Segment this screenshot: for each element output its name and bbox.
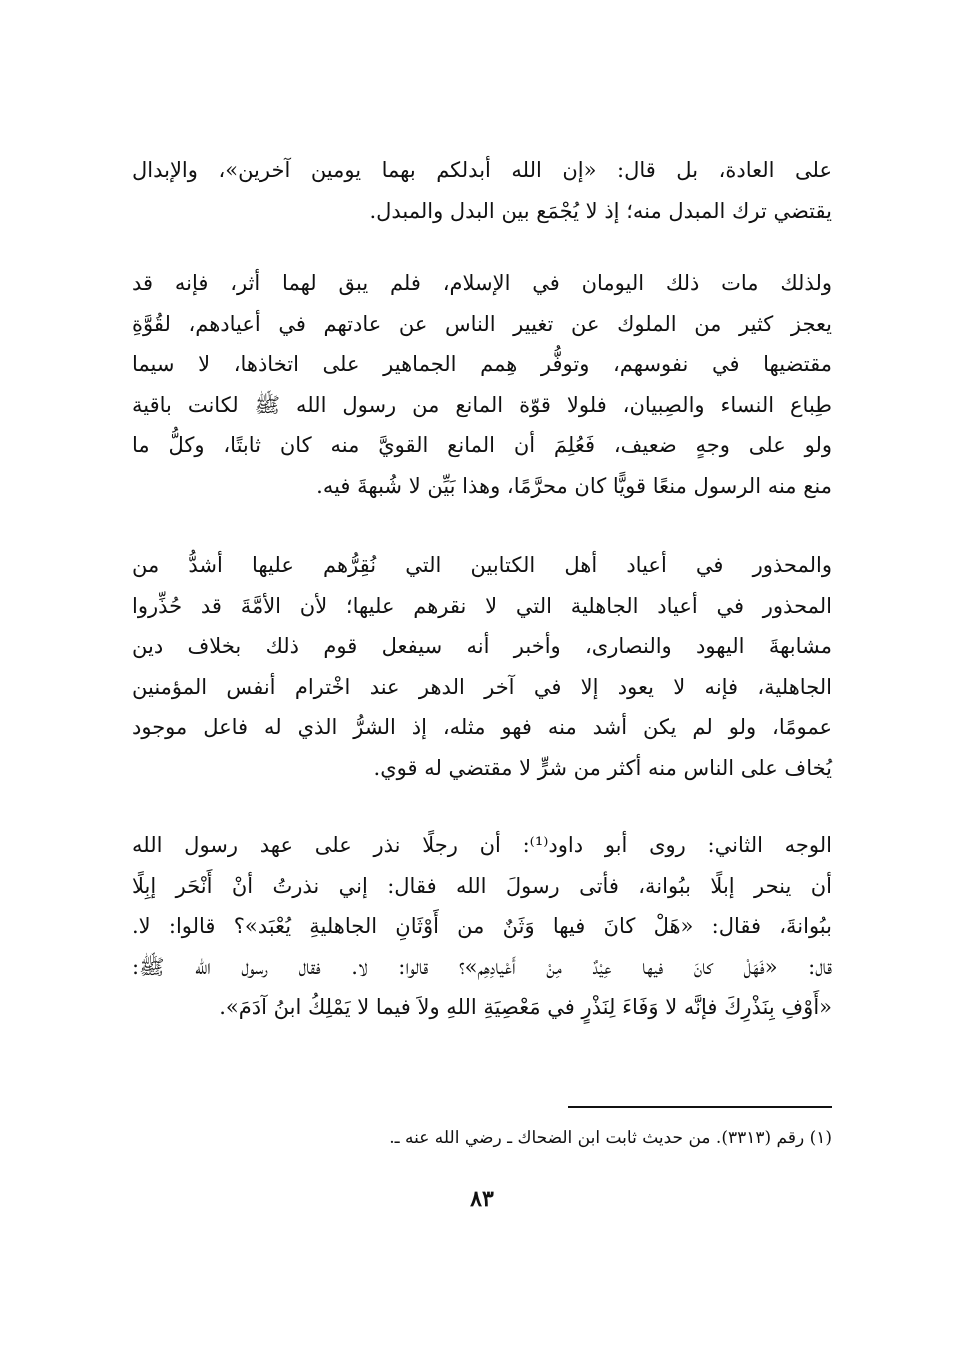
text-line: الجاهلية، فإنه لا يعود إلا في آخر الدهر عند اخْترام أنفس المؤمنين [132,674,832,699]
text-line: على العادة، بل قال: «إن الله أبدلكم بهما يومين آخرين»، والإبدال [132,158,832,182]
text-line: مشابهةَ اليهود والنصارى، وأخبر أنه سيفعل قوم ذلك بخلاف دين [132,634,832,658]
text-line: منع منه الرسول منعًا قويًّا كان محرَّمًا، وهذا بَيِّن لا شُبهةَ فيه. [316,473,832,498]
page-number: ٨٣ [470,1186,494,1212]
footnote: (١) رقم (٣٣١٣). من حديث ثابت ابن الضحاك ـ رضي الله عنه ـ. [389,1128,832,1148]
text-line: عمومًا، ولو لم يكن أشد منه فهو مثله، إذ الشرُّ الذي له فاعل موجود [132,715,832,739]
footnote-separator [568,1106,832,1108]
text-line: يقتضي ترك المبدل منه؛ إذ لا يُجْمَع بين البدل والمبدل. [369,198,832,223]
text-line: ولو على وجهٍ ضعيف، فَعُلِمَ أن المانع القويَّ منه كان ثابتًا، وكلُّ ما [132,433,832,457]
text-line: يُخاف على الناس منه أكثر من شرٍّ لا مقتضي له قوي. [373,755,832,780]
text-line: يعجز كثير من الملوك عن تغيير الناس عن عادتهم في أعيادهم، لقُوَّةِ [132,311,832,336]
paragraph-2 [132,263,832,506]
text-line: قال: «فَهَلْ كانَ فيها عِيْدٌ مِنْ أَعْيادِهِم»؟ قالوا: لا. فقال رسول الله ﷺ: [132,954,832,979]
text-line: مقتضيها في نفوسهم، وتوفُّر هِمم الجماهير على اتخاذها، لا سيما [132,352,832,376]
text-line: أن ينحر إبلًا ببُوانة، فأتى رسولَ الله فقال: إني نذرتُ أنْ أَنْحَر إبِلًا [132,873,832,898]
paragraph-3 [132,545,832,788]
paragraph-1 [132,150,832,231]
text-line: الوجه الثاني: روى أبو داود⁽¹⁾: أن رجلًا نذر على عهد رسول الله [132,833,832,857]
text-line: والمحذور في أعياد أهل الكتابين التي نُقِرُّهم عليها أشدُّ من [132,553,832,577]
text-line: المحذور في أعياد الجاهلية التي لا نقرهم عليها؛ لأن الأمَّةَ قد حُذِّروا [132,593,832,618]
text-line: «أَوْفِ بِنَذْرِكَ فإنَّه لا وَفَاءَ لِنَذْرٍ في مَعْصِيَةِ اللهِ ولاَ فيما لا يَمْلِكُ ابنُ آدَمَ». [219,995,832,1019]
text-line: ببُوانةَ، فقال: «هَلْ كانَ فيها وَثَنٌ من أَوْثَانِ الجاهليةِ يُعْبَد»؟ قالوا: لا. [132,914,832,938]
paragraph-4 [132,825,832,1028]
text-line: طِباع النساء والصِبيان، فلولا قوّة المانع من رسول الله ﷺ لكانت باقية [132,392,832,417]
text-line: ولذلك مات ذلك اليومان في الإسلام، فلم يبق لهما أثر، فإنه قد [132,271,832,295]
